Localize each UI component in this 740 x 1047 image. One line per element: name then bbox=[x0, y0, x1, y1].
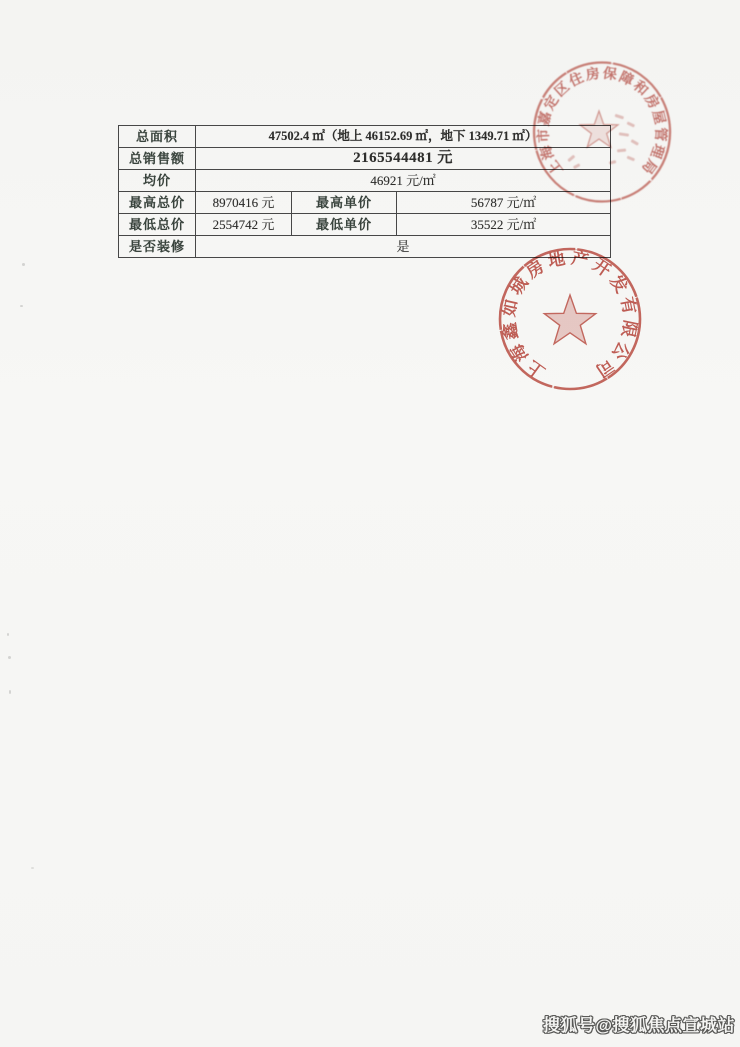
company-stamp bbox=[498, 247, 642, 396]
authority-stamp-ring-text: 上海市嘉定区住房保障和房屋管理局 bbox=[536, 66, 668, 178]
cell-value-max-unit: 56787 元/㎡ bbox=[397, 192, 611, 214]
sales-summary-table bbox=[118, 125, 611, 258]
cell-label-total-area: 总面积 bbox=[119, 126, 196, 148]
cell-label-min-unit: 最低单价 bbox=[292, 214, 397, 236]
cell-value-avg-price: 46921 元/㎡ bbox=[196, 170, 611, 192]
star-icon bbox=[544, 295, 595, 344]
cell-value-min-total: 2554742 元 bbox=[196, 214, 292, 236]
cell-value-total-sales: 2165544481 元 bbox=[196, 148, 611, 170]
cell-value-total-area: 47502.4 ㎡（地上 46152.69 ㎡，地下 1349.71 ㎡） bbox=[196, 126, 611, 148]
watermark: 搜狐号@搜狐焦点宣城站 bbox=[542, 1016, 735, 1035]
table-row bbox=[119, 170, 611, 192]
table-row bbox=[119, 236, 611, 258]
scan-speck bbox=[8, 656, 11, 659]
scan-speck bbox=[9, 690, 11, 694]
cell-label-min-total: 最低总价 bbox=[119, 214, 196, 236]
table-row bbox=[119, 148, 611, 170]
table-row bbox=[119, 192, 611, 214]
cell-label-avg-price: 均价 bbox=[119, 170, 196, 192]
company-stamp-ring-text: 上海鑫如城房地产开发有限公司 bbox=[499, 248, 640, 383]
scan-speck bbox=[20, 305, 23, 307]
cell-label-decorated: 是否装修 bbox=[119, 236, 196, 258]
table-row bbox=[119, 214, 611, 236]
scan-speck bbox=[22, 263, 25, 266]
cell-value-min-unit: 35522 元/㎡ bbox=[397, 214, 611, 236]
scan-speck bbox=[31, 867, 34, 869]
cell-label-max-unit: 最高单价 bbox=[292, 192, 397, 214]
cell-value-decorated: 是 bbox=[196, 236, 611, 258]
cell-value-max-total: 8970416 元 bbox=[196, 192, 292, 214]
cell-label-total-sales: 总销售额 bbox=[119, 148, 196, 170]
table-row bbox=[119, 126, 611, 148]
svg-text:上海鑫如城房地产开发有限公司 bbox=[498, 247, 641, 383]
cell-label-max-total: 最高总价 bbox=[119, 192, 196, 214]
scan-speck bbox=[7, 633, 9, 636]
